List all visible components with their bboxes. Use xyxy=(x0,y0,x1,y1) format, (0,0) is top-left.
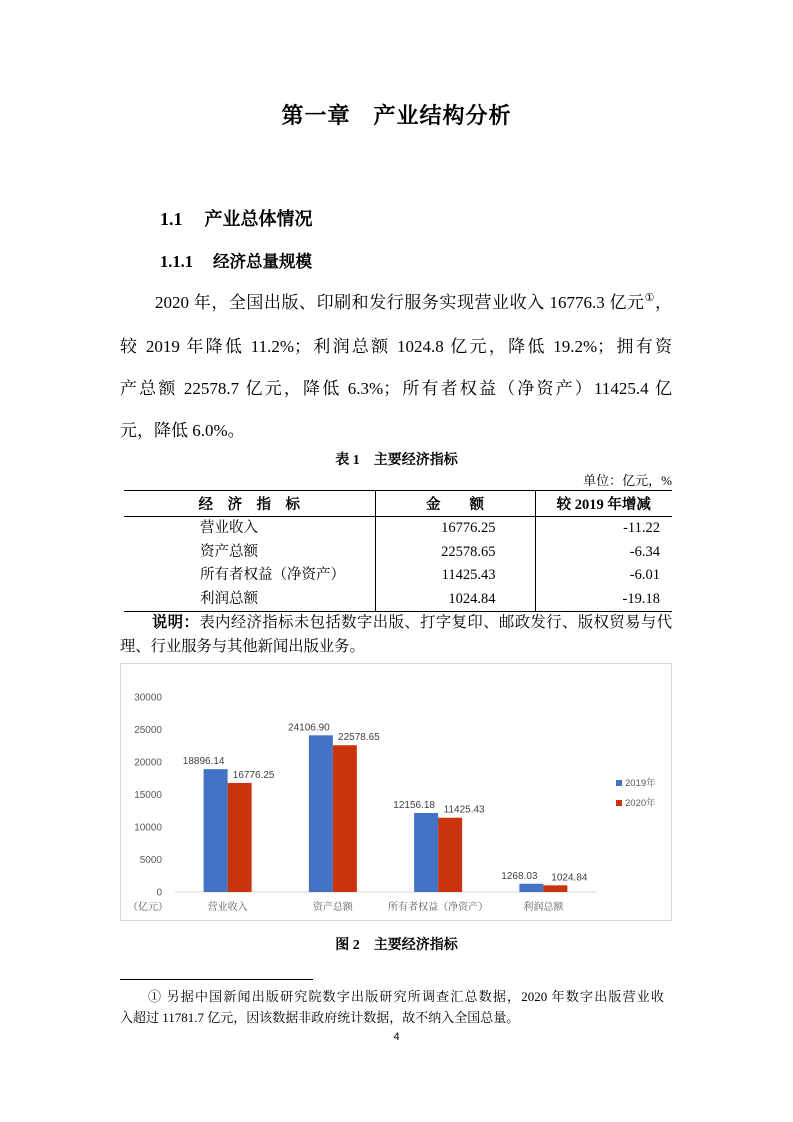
cell-change: -6.01 xyxy=(535,564,672,588)
paragraph-text: 2020 年，全国出版、印刷和发行服务实现营业收入 16776.3 亿元 xyxy=(155,293,645,312)
footnote-separator xyxy=(120,979,313,980)
y-tick-label: 15000 xyxy=(134,790,162,801)
paragraph-line: 元，降低 6.0%。 xyxy=(120,421,245,440)
footnote-reference: ① xyxy=(644,292,655,304)
footnote-marker: ① xyxy=(148,989,163,1004)
bar-2019年 xyxy=(204,769,228,892)
table-note xyxy=(120,611,672,659)
footnote xyxy=(120,986,664,1028)
cell-indicator: 所有者权益（净资产） xyxy=(200,567,345,584)
legend-label: 2019年 xyxy=(625,778,656,789)
cell-amount: 11425.43 xyxy=(375,564,535,588)
section-title: 产业总体情况 xyxy=(204,209,313,229)
subsection-title: 经济总量规模 xyxy=(213,252,312,271)
cell-change: -19.18 xyxy=(535,588,672,612)
legend-swatch xyxy=(616,780,622,786)
x-category-label: 所有者权益（净资产） xyxy=(388,902,489,913)
data-label: 24106.90 xyxy=(288,722,330,734)
economic-indicators-table xyxy=(124,490,672,612)
figure-caption: 图 2 主要经济指标 xyxy=(335,938,458,953)
legend-swatch xyxy=(616,800,622,806)
table-row xyxy=(124,588,672,612)
section-number: 1.1 xyxy=(160,209,183,229)
bar-2019年 xyxy=(309,735,333,892)
footnote-text: 另据中国新闻出版研究院数字出版研究所调查汇总数据，2020 年数字出版营业收 xyxy=(166,989,664,1004)
header-change: 较 2019 年增减 xyxy=(535,491,672,517)
bar-2020年 xyxy=(333,745,357,892)
cell-indicator: 资产总额 xyxy=(200,543,258,560)
footnote-line xyxy=(120,986,664,1007)
subsection-number: 1.1.1 xyxy=(160,252,193,271)
y-tick-label: 30000 xyxy=(134,692,162,704)
cell-change: -6.34 xyxy=(535,541,672,565)
bar-2020年 xyxy=(228,783,252,892)
bar-chart-svg xyxy=(120,663,672,921)
x-category-label: 资产总额 xyxy=(312,902,353,913)
bar-2020年 xyxy=(543,885,567,892)
cell-change: -11.22 xyxy=(535,517,672,541)
table-row xyxy=(124,541,672,565)
data-label: 1024.84 xyxy=(551,872,588,884)
data-label: 22578.65 xyxy=(338,732,380,744)
cell-amount: 1024.84 xyxy=(375,588,535,612)
data-label: 1268.03 xyxy=(501,870,538,882)
y-axis-unit-label: （亿元） xyxy=(128,902,168,913)
paragraph-text: ， xyxy=(655,293,672,312)
body-paragraph xyxy=(120,282,672,452)
bar-2019年 xyxy=(519,884,543,892)
legend-label: 2020年 xyxy=(625,798,656,809)
header-amount: 金 额 xyxy=(375,491,535,517)
footnote-line: 入超过 11781.7 亿元，因该数据非政府统计数据，故不纳入全国总量。 xyxy=(120,1010,520,1025)
y-tick-label: 0 xyxy=(156,887,162,899)
table-caption: 表 1 主要经济指标 xyxy=(335,453,458,468)
table-unit: 单位：亿元，% xyxy=(583,473,672,488)
data-label: 11425.43 xyxy=(443,804,485,816)
chart-frame xyxy=(121,664,672,921)
cell-indicator: 利润总额 xyxy=(124,588,375,612)
y-tick-label: 25000 xyxy=(134,725,162,736)
table-header-row xyxy=(124,491,672,517)
section-heading xyxy=(160,205,313,233)
cell-amount: 22578.65 xyxy=(375,541,535,565)
note-text: 表内经济指标未包括数字出版、打字复印、邮政发行、版权贸易与代 xyxy=(199,614,672,631)
x-category-label: 营业收入 xyxy=(207,902,248,913)
data-label: 16776.25 xyxy=(232,769,275,781)
data-label: 18896.14 xyxy=(182,756,225,768)
note-label: 说明： xyxy=(152,614,200,631)
cell-indicator: 营业收入 xyxy=(200,520,258,537)
cell-amount: 16776.25 xyxy=(375,517,535,541)
y-tick-label: 20000 xyxy=(134,757,162,769)
chapter-title: 第一章 产业结构分析 xyxy=(281,103,512,128)
note-line xyxy=(120,611,672,635)
bar-2019年 xyxy=(414,813,438,892)
x-category-label: 利润总额 xyxy=(523,902,564,913)
paragraph-line: 较 2019 年降低 11.2%；利润总额 1024.8 亿元，降低 19.2%；拥有资 xyxy=(120,337,672,356)
table-row xyxy=(124,517,672,541)
y-tick-label: 10000 xyxy=(134,822,162,834)
header-indicator: 经 济 指 标 xyxy=(124,491,375,517)
subsection-heading xyxy=(160,249,312,275)
table-row xyxy=(124,564,672,588)
paragraph-line xyxy=(120,282,672,326)
page-number: 4 xyxy=(393,1031,400,1043)
paragraph-line: 产总额 22578.7 亿元，降低 6.3%；所有者权益（净资产）11425.4 亿 xyxy=(120,379,672,398)
data-label: 12156.18 xyxy=(393,799,435,811)
note-line: 理、行业服务与其他新闻出版业务。 xyxy=(120,638,365,655)
bar-2020年 xyxy=(438,818,462,892)
economic-indicators-chart xyxy=(120,663,672,921)
y-tick-label: 5000 xyxy=(139,855,162,866)
